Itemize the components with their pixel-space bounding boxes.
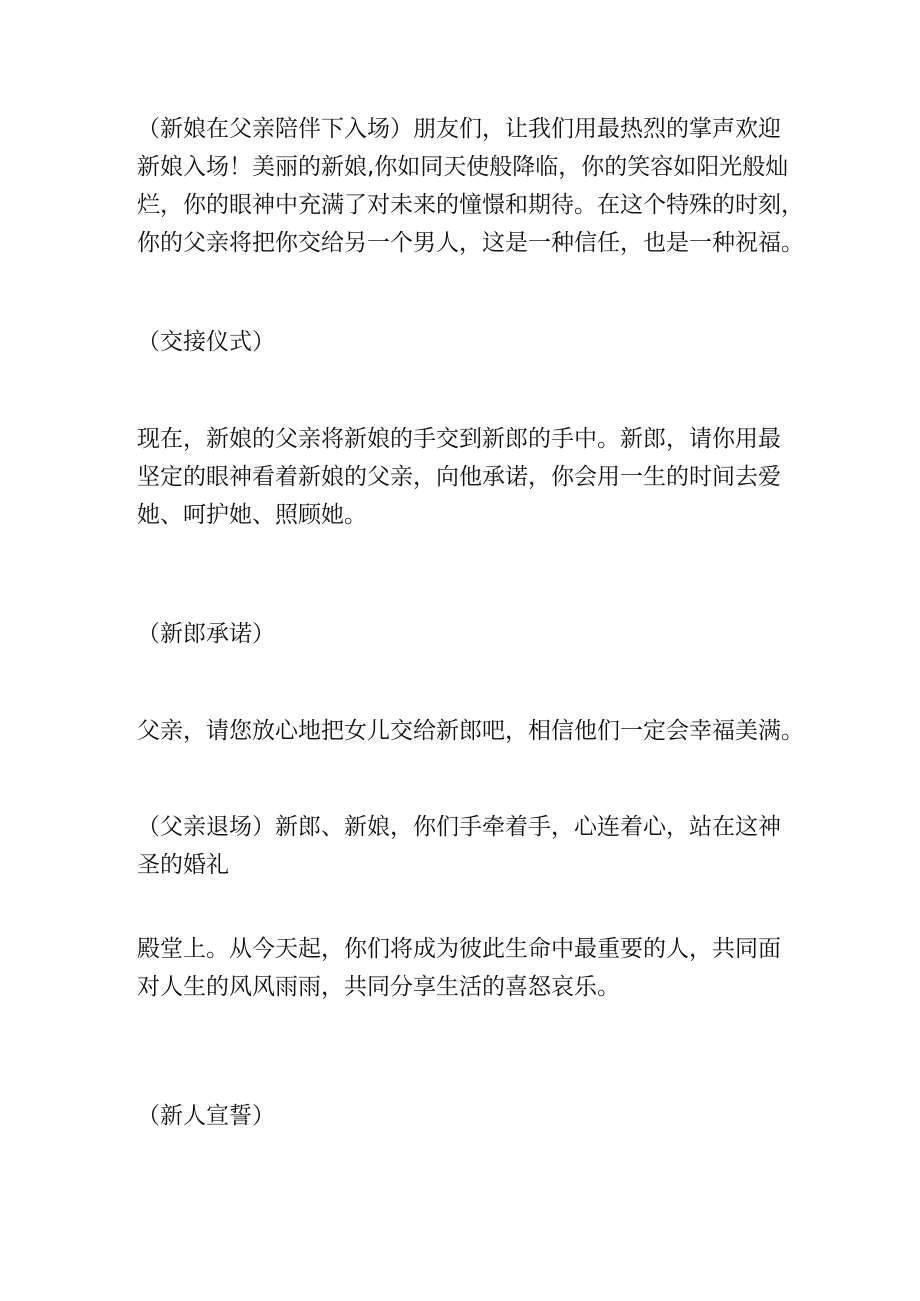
text-line: （父亲退场）新郎、新娘，你们手牵着手，心连着心，站在这神 [137,814,781,840]
text-line: 圣的婚礼 [137,852,229,878]
text-line: （交接仪式） [137,329,275,355]
text-line: （新郎承诺） [137,621,275,647]
paragraph-groom-promise-heading [137,615,797,653]
paragraph-father-exit [137,808,797,884]
text-line: 她、呵护她、照顾她。 [137,502,367,528]
text-line: 殿堂上。从今天起，你们将成为彼此生命中最重要的人，共同面 [137,936,781,962]
text-line: 烂，你的眼神中充满了对未来的憧憬和期待。在这个特殊的时刻， [137,192,804,218]
text-line: 新娘入场！美丽的新娘,你如同天使般降临，你的笑容如阳光般灿 [137,154,789,180]
paragraph-handover [137,420,797,534]
text-line: 坚定的眼神看着新娘的父亲，向他承诺，你会用一生的时间去爱 [137,464,781,490]
text-line: 对人生的风风雨雨，共同分享生活的喜怒哀乐。 [137,974,620,1000]
text-line: 你的父亲将把你交给另一个男人，这是一种信任，也是一种祝福。 [137,230,804,256]
paragraph-bride-entrance [137,110,804,262]
text-line: 现在，新娘的父亲将新娘的手交到新郎的手中。新郎，请你用最 [137,426,781,452]
paragraph-vows-heading [137,1097,797,1135]
text-line: （新娘在父亲陪伴下入场）朋友们，让我们用最热烈的掌声欢迎 [137,116,781,142]
text-line: 父亲，请您放心地把女儿交给新郎吧，相信他们一定会幸福美满。 [137,718,804,744]
text-line: （新人宣誓） [137,1103,275,1129]
paragraph-wedding-hall [137,930,797,1006]
paragraph-handover-heading [137,323,797,361]
paragraph-father-address [137,712,804,750]
